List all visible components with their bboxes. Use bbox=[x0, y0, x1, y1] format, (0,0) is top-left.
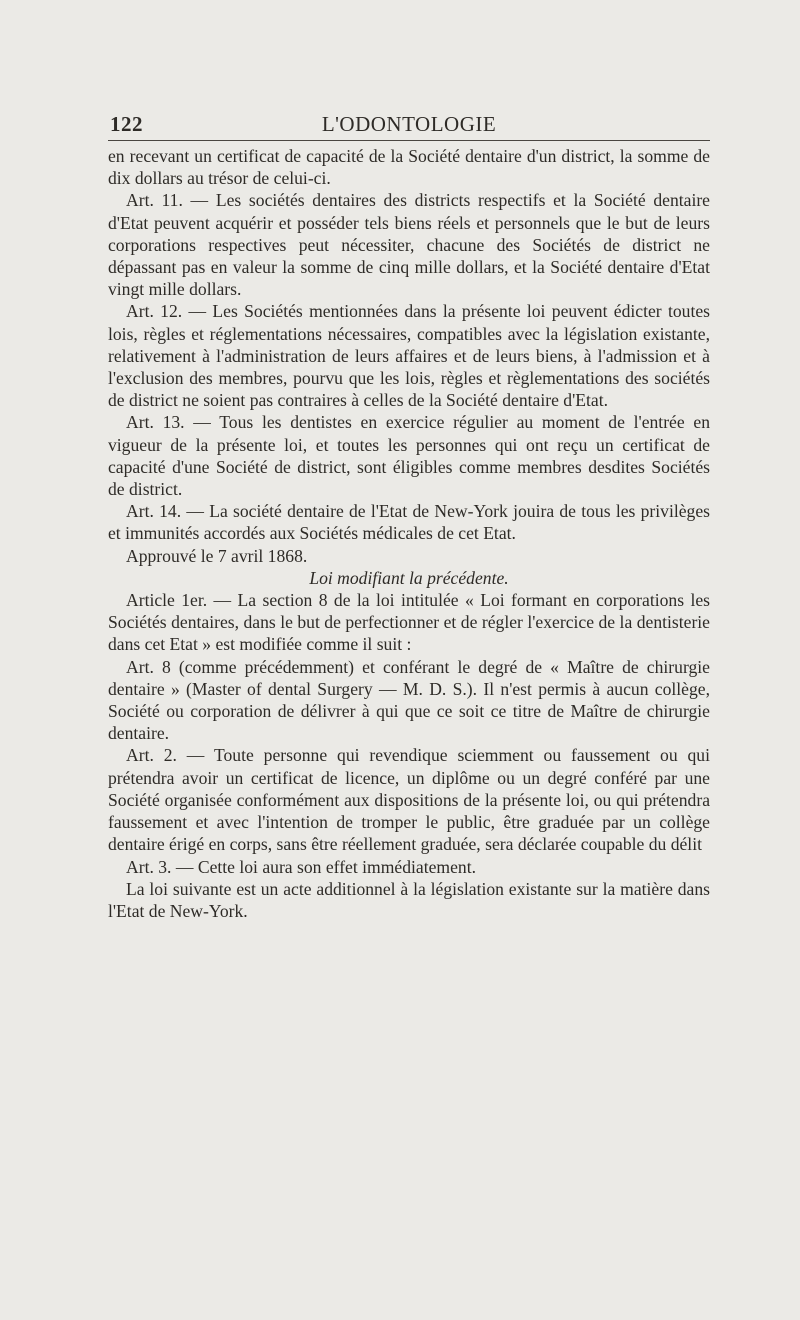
paragraph-continuation: en recevant un certificat de capacité de la Société dentaire d'un district, la somme de dix dollars au trésor de celui-ci. bbox=[108, 146, 710, 189]
book-page bbox=[108, 108, 710, 922]
paragraph-approval: Approuvé le 7 avril 1868. bbox=[126, 545, 308, 566]
page-header bbox=[108, 108, 710, 141]
paragraph-art-12: Art. 12. — Les Sociétés mentionnées dans la présente loi peuvent édicter toutes lois, règles et réglementations nécessaires, compatibles avec la législation existante, relativement à l'administration de leurs affaires et de leurs biens, à l'admission et à l'exclusion des membres, pourvu que les lois, règles et règlementations des sociétés de district ne soient pas contraires à celles de la Société dentaire d'Etat. bbox=[108, 301, 710, 411]
paragraph-art-13: Art. 13. — Tous les dentistes en exercice régulier au moment de l'entrée en vigueur de la présente loi, et toutes les personnes qui ont reçu un certificat de capacité d'une Société de district, sont éligibles comme membres desdites Sociétés de district. bbox=[108, 412, 710, 500]
paragraph-art-14: Art. 14. — La société dentaire de l'Etat de New-York jouira de tous les privilèges et immunités accordés aux Sociétés médicales de cet Etat. bbox=[108, 501, 710, 544]
paragraph-art-8: Art. 8 (comme précédemment) et conférant le degré de « Maître de chirurgie dentaire » (Master of dental Surgery — M. D. S.). Il n'est permis à aucun collège, Société ou corporation de délivrer à qui que ce soit ce titre de Maître de chirurgie dentaire. bbox=[108, 656, 710, 744]
paragraph-closing: La loi suivante est un acte additionnel à la législation existante sur la matière dans l'Etat de New-York. bbox=[108, 878, 710, 921]
section-heading: Loi modifiant la précédente. bbox=[309, 567, 509, 588]
paragraph-art-2: Art. 2. — Toute personne qui revendique sciemment ou faussement ou qui prétendra avoir un certificat de licence, un diplôme ou un degré conféré par une Société organisée conformément aux dispositions de la présente loi, ou qui prétendra faussement et avec l'intention de tromper le public, être graduée par un collège dentaire érigé en corps, sans être réellement graduée, sera déclarée coupable du délit bbox=[108, 745, 710, 855]
paragraph-art-3: Art. 3. — Cette loi aura son effet immédiatement. bbox=[126, 856, 476, 877]
paragraph-art-11: Art. 11. — Les sociétés dentaires des districts respectifs et la Société dentaire d'Etat peuvent acquérir et posséder tels biens réels et personnels que le but de leurs corporations respectives peut nécessiter, chacune des Sociétés de district ne dépassant pas en valeur la somme de cinq mille dollars, et la Société dentaire d'Etat vingt mille dollars. bbox=[108, 190, 710, 300]
page-number: 122 bbox=[110, 112, 143, 136]
paragraph-article-1: Article 1er. — La section 8 de la loi intitulée « Loi formant en corporations les Sociétés dentaires, dans le but de perfectionner et de régler l'exercice de la dentisterie dans cet Etat » est modifiée comme il suit : bbox=[108, 590, 710, 655]
running-title: L'ODONTOLOGIE bbox=[321, 112, 497, 136]
body-text bbox=[108, 145, 710, 922]
